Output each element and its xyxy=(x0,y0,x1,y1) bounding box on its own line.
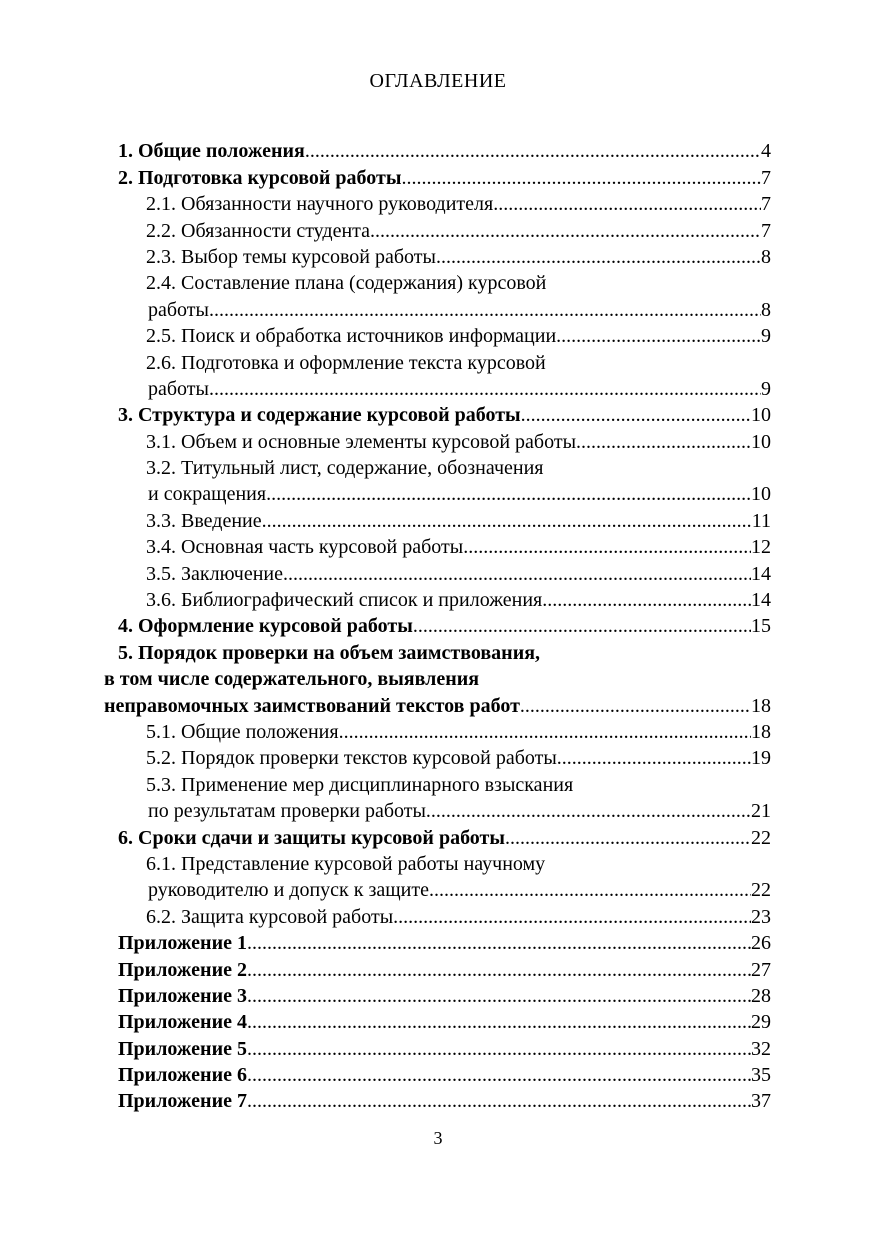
toc-entry-page: 9 xyxy=(761,325,771,348)
toc-entry[interactable] xyxy=(0,191,876,217)
toc-entry-page: 23 xyxy=(751,905,771,928)
toc-entry-text: работы xyxy=(148,298,209,321)
toc-entry[interactable] xyxy=(0,217,876,243)
toc-entry-page: 9 xyxy=(761,377,771,400)
toc-entry-page: 7 xyxy=(761,219,771,242)
toc-entry-text: Приложение 4 xyxy=(118,1011,247,1034)
toc-entry[interactable] xyxy=(0,1035,876,1061)
toc-entry[interactable] xyxy=(0,560,876,586)
toc-entry[interactable] xyxy=(0,1062,876,1088)
dot-leader xyxy=(262,508,752,534)
toc-entry-text: 3.1. Объем и основные элементы курсовой работы xyxy=(146,430,577,453)
toc-entry-page: 18 xyxy=(751,694,771,717)
dot-leader xyxy=(214,376,761,402)
toc-entry-page: 14 xyxy=(751,562,771,585)
toc-entry[interactable] xyxy=(0,507,876,533)
page-number: 3 xyxy=(433,1128,443,1148)
dot-leader xyxy=(426,798,751,824)
toc-entry-text: 2.6. Подготовка и оформление текста курсовой xyxy=(146,351,546,374)
toc-entry-text: 5.3. Применение мер дисциплинарного взыскания xyxy=(146,773,574,796)
toc-entry-page: 28 xyxy=(751,984,771,1007)
dot-leader xyxy=(521,402,751,428)
toc-entry[interactable] xyxy=(0,455,876,481)
dot-leader xyxy=(493,191,761,217)
dot-leader xyxy=(520,693,751,719)
dot-leader xyxy=(542,587,751,613)
toc-entry-page: 32 xyxy=(751,1037,771,1060)
toc-entry[interactable] xyxy=(0,270,876,296)
dot-leader xyxy=(370,218,761,244)
toc-entry-text: 6. Сроки сдачи и защиты курсовой работы xyxy=(118,826,505,849)
dot-leader xyxy=(429,877,751,903)
toc-entry-text: 3.4. Основная часть курсовой работы xyxy=(146,536,464,559)
dot-leader xyxy=(247,1088,751,1114)
toc-entry[interactable] xyxy=(0,692,876,718)
toc-entry-text: руководителю и допуск к защите xyxy=(148,879,429,902)
toc-entry[interactable] xyxy=(0,1009,876,1035)
toc-entry-page: 26 xyxy=(751,932,771,955)
toc-entry-page: 8 xyxy=(761,298,771,321)
dot-leader xyxy=(305,138,761,164)
dot-leader xyxy=(209,297,761,323)
dot-leader xyxy=(247,930,751,956)
toc-entry-page: 10 xyxy=(751,483,771,506)
toc-entry-page: 7 xyxy=(761,166,771,189)
toc-entry-text: Приложение 1 xyxy=(118,932,247,955)
dot-leader xyxy=(247,1062,751,1088)
toc-entry-page: 29 xyxy=(751,1011,771,1034)
toc-entry-text: 2.5. Поиск и обработка источников информации xyxy=(146,325,557,348)
toc-entry-page: 7 xyxy=(761,193,771,216)
toc-entry[interactable] xyxy=(0,639,876,665)
toc-entry[interactable] xyxy=(0,877,876,903)
toc-entry-text: работы. xyxy=(148,377,214,400)
toc-entry-text: 5.1. Общие положения xyxy=(146,720,339,743)
toc-entry[interactable] xyxy=(0,323,876,349)
toc-entry-text: в том числе содержательного, выявления xyxy=(104,668,480,691)
toc-entry-page: 19 xyxy=(751,747,771,770)
dot-leader xyxy=(339,719,751,745)
toc-entry[interactable] xyxy=(0,296,876,322)
toc-entry-text: по результатам проверки работы xyxy=(148,800,426,823)
toc-entry-text: 4. Оформление курсовой работы xyxy=(118,615,413,638)
toc-entry-text: 2. Подготовка курсовой работы xyxy=(118,166,402,189)
dot-leader xyxy=(436,244,761,270)
toc-entry[interactable] xyxy=(0,376,876,402)
dot-leader xyxy=(247,983,751,1009)
toc-entry[interactable] xyxy=(0,719,876,745)
toc-entry[interactable] xyxy=(0,349,876,375)
toc-entry[interactable] xyxy=(0,402,876,428)
toc-entry-page: 10 xyxy=(751,430,771,453)
toc-entry[interactable] xyxy=(0,534,876,560)
dot-leader xyxy=(557,745,751,771)
toc-entry[interactable] xyxy=(0,771,876,797)
toc-entry-page: 10 xyxy=(751,404,771,427)
toc-entry-text: и сокращения xyxy=(148,483,267,506)
toc-entry-text: неправомочных заимствований текстов работ xyxy=(104,694,520,717)
table-of-contents xyxy=(0,138,876,1114)
toc-entry-text: 5. Порядок проверки на объем заимствования, xyxy=(118,641,541,664)
toc-entry-page: 4 xyxy=(761,140,771,163)
dot-leader xyxy=(247,957,751,983)
toc-entry[interactable] xyxy=(0,1088,876,1114)
dot-leader xyxy=(505,825,751,851)
dot-leader xyxy=(247,1036,751,1062)
toc-entry[interactable] xyxy=(0,851,876,877)
dot-leader xyxy=(393,904,751,930)
toc-entry-page: 18 xyxy=(751,720,771,743)
dot-leader xyxy=(576,429,751,455)
toc-entry-text: 1. Общие положения xyxy=(118,140,305,163)
toc-entry-text: 3.3. Введение xyxy=(146,509,262,532)
toc-entry-text: 6.2. Защита курсовой работы xyxy=(146,905,394,928)
toc-entry-page: 8 xyxy=(761,245,771,268)
dot-leader xyxy=(463,534,751,560)
toc-entry-text: Приложение 2 xyxy=(118,958,247,981)
dot-leader xyxy=(556,323,761,349)
toc-entry-page: 27 xyxy=(751,958,771,981)
toc-entry-text: 2.4. Составление плана (содержания) курсовой xyxy=(146,272,547,295)
dot-leader xyxy=(413,613,751,639)
toc-entry[interactable] xyxy=(0,164,876,190)
toc-entry-text: 5.2. Порядок проверки текстов курсовой работы xyxy=(146,747,557,770)
toc-entry-text: 2.3. Выбор темы курсовой работы xyxy=(146,245,436,268)
toc-entry[interactable] xyxy=(0,983,876,1009)
toc-entry-page: 14 xyxy=(751,589,771,612)
toc-entry[interactable] xyxy=(0,824,876,850)
toc-entry[interactable] xyxy=(0,613,876,639)
toc-entry-page: 37 xyxy=(751,1090,771,1113)
toc-entry-page: 15 xyxy=(751,615,771,638)
dot-leader xyxy=(266,481,751,507)
toc-entry[interactable] xyxy=(0,138,876,164)
toc-entry-page: 21 xyxy=(751,800,771,823)
dot-leader xyxy=(401,165,761,191)
toc-entry-text: 2.2. Обязанности студента xyxy=(146,219,371,242)
toc-entry-text: 6.1. Представление курсовой работы научному xyxy=(146,852,546,875)
toc-entry-text: 2.1. Обязанности научного руководителя xyxy=(146,193,494,216)
toc-entry[interactable] xyxy=(0,745,876,771)
toc-entry[interactable] xyxy=(0,428,876,454)
toc-entry-text: 3. Структура и содержание курсовой работы xyxy=(118,404,521,427)
toc-entry-page: 11 xyxy=(751,509,771,532)
toc-entry-page: 12 xyxy=(751,536,771,559)
toc-entry-text: 3.6. Библиографический список и приложения xyxy=(146,589,543,612)
toc-entry[interactable] xyxy=(0,587,876,613)
toc-entry[interactable] xyxy=(0,930,876,956)
toc-entry-page: 35 xyxy=(751,1064,771,1087)
toc-entry-text: Приложение 3 xyxy=(118,984,247,1007)
toc-entry-page: 22 xyxy=(751,879,771,902)
dot-leader xyxy=(283,561,751,587)
toc-entry[interactable] xyxy=(0,244,876,270)
toc-entry[interactable] xyxy=(0,481,876,507)
toc-entry-text: 3.5. Заключение xyxy=(146,562,283,585)
dot-leader xyxy=(247,1009,751,1035)
toc-entry[interactable] xyxy=(0,956,876,982)
toc-entry-text: Приложение 5 xyxy=(118,1037,247,1060)
toc-entry-text: 3.2. Титульный лист, содержание, обозначения xyxy=(146,457,544,480)
page-title: ОГЛАВЛЕНИЕ xyxy=(369,70,507,92)
toc-entry-text: Приложение 6 xyxy=(118,1064,247,1087)
toc-entry[interactable] xyxy=(0,903,876,929)
toc-entry[interactable] xyxy=(0,798,876,824)
toc-entry-page: 22 xyxy=(751,826,771,849)
toc-entry[interactable] xyxy=(0,666,876,692)
toc-entry-text: Приложение 7 xyxy=(118,1090,247,1113)
